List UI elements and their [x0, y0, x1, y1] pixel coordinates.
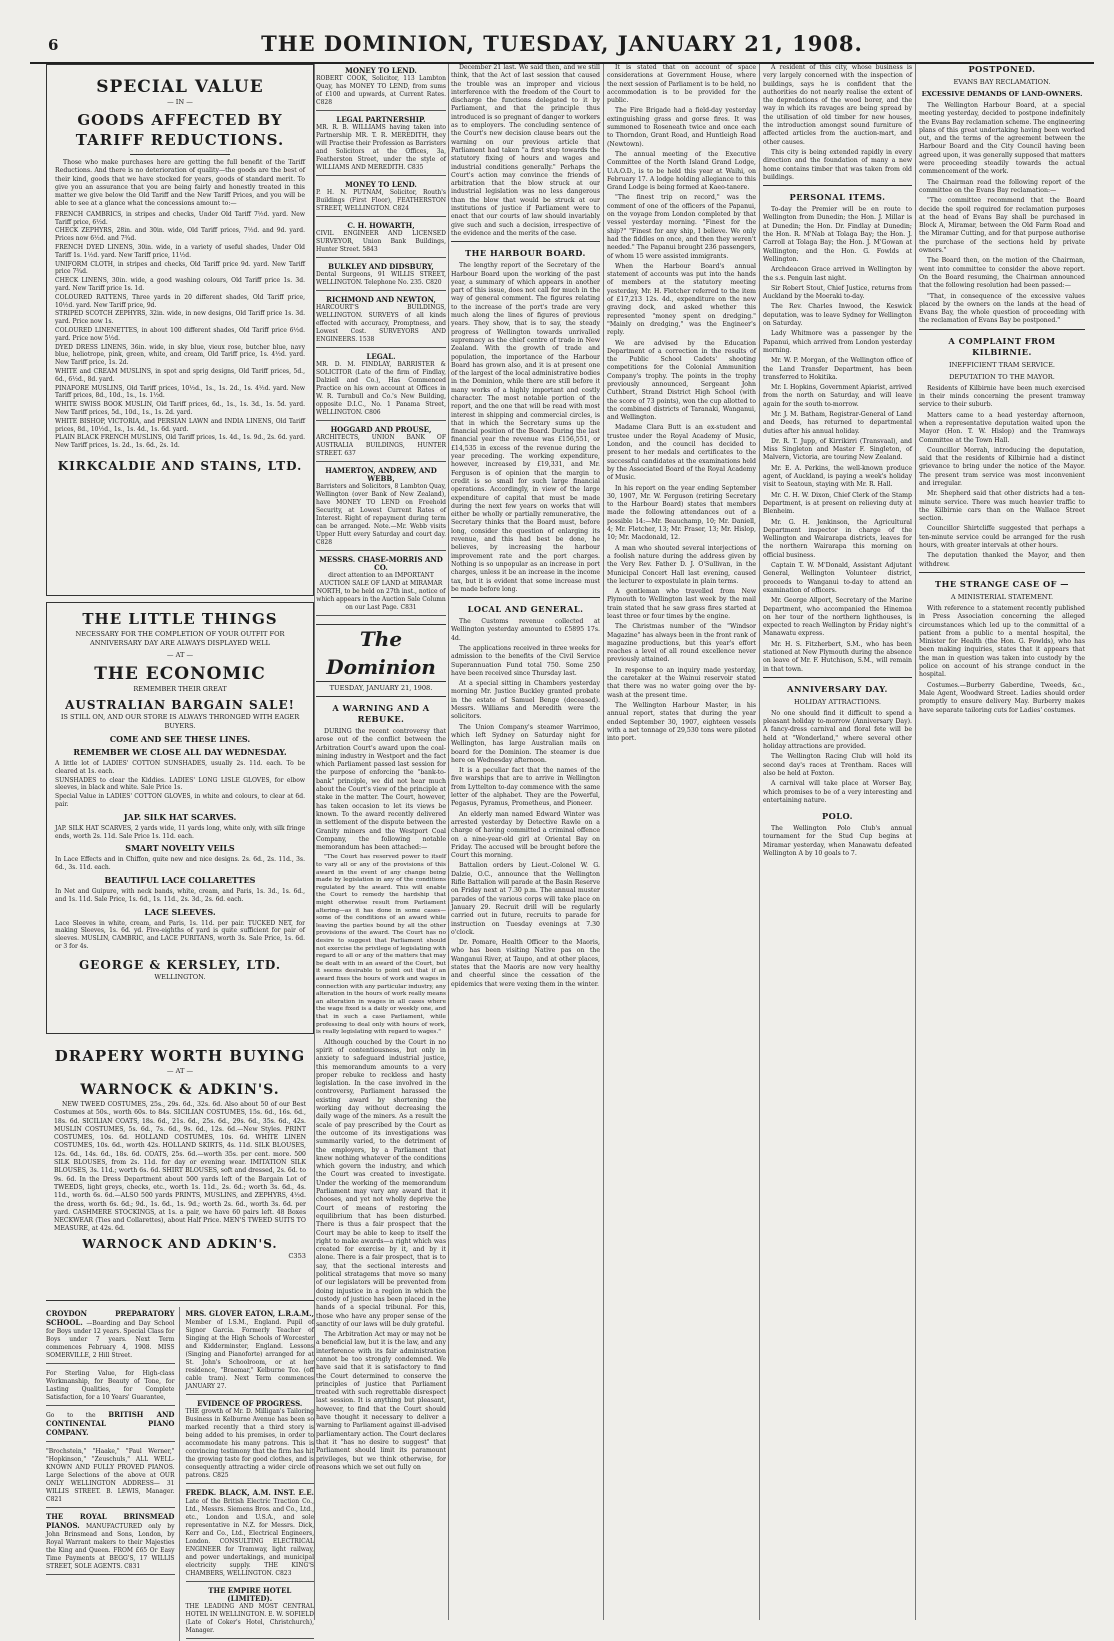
ad-item: UNIFORM CLOTH, in stripes and checks, Old Tariff price 9d. yard. New Tariff price 7¾d. [55, 260, 305, 276]
news-item: "The finest trip on record," was the comment of one of the officers of the Papanui, on the voyage from London completed by that vessel yesterday morning. "Finest for the ship?" "Finest for any ship, I believe. We only had the fiddles on once, and then they weren't needed." The Papanui brought 236 passengers, of whom 15 were assisted immigrants. [607, 194, 756, 260]
local-item: It is a peculiar fact that the names of the five warships that are to arrive in Wellington from Lyttelton to-day commence with the same letter of the alphabet. They are the Powerful, Pegasus, Pyramus, Prometheus, and Pioneer. [451, 767, 600, 808]
news-item: This city is being extended rapidly in every direction and the foundation of many a new home contains timber that was taken from old buildings. [763, 148, 912, 181]
ad-line: A little lot of LADIES' COTTON SUNSHADES, usually 2s. 11d. each. To be cleared at 1s. each. [55, 760, 305, 775]
editorial-paragraph: DURING the recent controversy that arose out of the conflict between the Arbitration Court's award upon the coal-mining industry in Westport and the fact which Parliament passed last session for the purpose of enforcing the "bank-to-bank" principle, we did not hear much about the Court's view of the principle at stake in the matter. The Court, however, has taken occasion to let its views be known. To the award recently delivered in settlement of the dispute between the Granity miners and the Westport Coal Company, the following notable memorandum has been attached:— [316, 728, 446, 852]
local-heading: LOCAL AND GENERAL. [467, 604, 584, 615]
kilbirnie-item: Councillor Shirtcliffe suggested that perhaps a ten-minute service could be arranged for the rush hours, with greater intervals at other hours. [919, 525, 1085, 550]
ad-close: REMEMBER WE CLOSE ALL DAY WEDNESDAY. [73, 747, 287, 757]
ad-caption: LEGAL. [366, 352, 396, 361]
local-item: Battalion orders by Lieut.-Colonel W. G. Dalzie, O.C., announce that the Wellington Rifle Battalion will parade at the Basin Reserve on Friday next at 7.30 p.m. The annual muster parades of the various corps will take place on January 29. Recruit drill will be regularly carried out in future, recruits to parade for instruction on Tuesday evenings at 7.30 o'clock. [451, 862, 600, 936]
evans-heading: EVANS BAY RECLAMATION. [953, 78, 1051, 86]
ad-item: COLOURED RATTENS, Three yards in 20 different shades, Old Tariff price, 10½d. yard. New Tariff price, 9d. [55, 293, 305, 309]
small-ad-caption: MRS. GLOVER EATON, L.R.A.M., [185, 1309, 314, 1318]
ad-firm: GEORGE & KERSLEY, LTD. [78, 957, 282, 972]
ad-tagline: NECESSARY FOR THE COMPLETION OF YOUR OUTFIT FOR ANNIVERSARY DAY ARE ALWAYS DISPLAYED WELL [75, 630, 285, 647]
divider [763, 677, 912, 678]
professional-ad [316, 178, 446, 217]
kilbirnie-subheading: DEPUTATION TO THE MAYOR. [949, 372, 1055, 381]
anniversary-item: The Wellington Racing Club will hold its second day's races at Trentham. Races will also be held at Foxton. [763, 753, 912, 777]
economic-advertisement [46, 602, 314, 1034]
small-ad [46, 1510, 175, 1575]
ad-item: STRIPED SCOTCH ZEPHYRS, 32in. wide, in new designs, Old Tariff price 1s. 3d. yard. Price now 1s. [55, 310, 305, 326]
news-item: When the Harbour Board's annual statement of accounts was put into the hands of members at the statutory meeting yesterday, Mr. H. Fletcher referred to the item of £17,213 12s. 4d., expenditure on the new graving dock, and asked whether this represented "money spent on dredging." "Mainly on dredging," was the Engineer's reply. [607, 262, 756, 337]
divider [451, 597, 600, 598]
harbour-heading: THE HARBOUR BOARD. [465, 248, 586, 259]
section-heading: BEAUTIFUL LACE COLLARETTES [104, 874, 256, 885]
warnock-advertisement [46, 1040, 314, 1301]
ad-firm: KIRKCALDIE AND STAINS, LTD. [57, 458, 303, 473]
small-ad-caption: EVIDENCE OF PROGRESS. [197, 1399, 303, 1408]
small-ad-caption: FREDK. BLACK, A.M. INST. E.E. [185, 1488, 314, 1497]
small-ad [46, 1444, 175, 1508]
tariff-advertisement [46, 64, 314, 596]
section-heading: LACE SLEEVES. [144, 906, 216, 917]
dateline: TUESDAY, JANUARY 21, 1908. [329, 684, 433, 692]
section-heading: SMART NOVELTY VEILS [125, 843, 235, 854]
ad-title: DRAPERY WORTH BUYING [54, 1047, 306, 1065]
news-column-6 [919, 64, 1085, 1620]
ad-caption: HAMERTON, ANDREW, AND WEBB, [325, 466, 437, 483]
ad-headline: GOODS AFFECTED BY TARIFF REDUCTIONS. [75, 111, 285, 149]
strange-case-heading: THE STRANGE CASE OF — [934, 578, 1069, 589]
small-ad-caption: CROYDON PREPARATORY SCHOOL. [46, 1309, 175, 1327]
small-ad-text: —Boarding and Day School for Boys under 12 years. Special Class for Boys under 7 years. Next Term commences February 4, 1908. MISS SOMERVILLE, 2 Hill Street. [46, 1320, 175, 1359]
professional-ad [316, 219, 446, 258]
evans-item: The Wellington Harbour Board, at a special meeting yesterday, decided to postpone indefinitely the Evans Bay reclamation scheme. The engineering plans of this great undertaking having been worked out, and the terms of the agreement between the Harbour Board and the City Council having been agreed upon, it was generally supposed that matters were proceeding steadily towards the actual commencement of the work. [919, 102, 1085, 176]
kilbirnie-item: Mr. Shepherd said that other districts had a ten-minute service. There was much heavier traffic to the Kilbirnie cars than on the Wallace Street section. [919, 490, 1085, 523]
personal-heading: PERSONAL ITEMS. [789, 192, 886, 203]
news-item: It is stated that on account of space considerations at Government House, where the next session of Parliament is to be held, no accommodation is to be provided for the public. [607, 64, 756, 105]
small-ad-caption: THE ROYAL BRINSMEAD PIANOS. [46, 1512, 175, 1530]
divider [130, 154, 230, 155]
professional-ad [316, 553, 446, 616]
editorial-paragraph: The Arbitration Act may or may not be a beneficial law, but it is the law, and any interference with its fair administration cannot be too strongly condemned. We have said that it is satisfactory to find the Court determined to conserve the principles of justice that Parliament treated with such regrettable disrespect last session. It is anything but pleasant, however, to find that the Court should have thought it necessary to deliver a warning to Parliament against ill-advised parliamentary action. The Court declares that it "has no desire to suggest" that Parliament should limit its paramount privileges, but we think otherwise, for reasons which we set out fully on [316, 1331, 446, 1471]
ad-subtitle: — IN — [167, 98, 193, 106]
personal-item: Captain T. W. M'Donald, Assistant Adjutant General, Wellington Volunteer district, proceeds to Wanganui to-day to attend an examination of officers. [763, 562, 912, 594]
column-rule [915, 64, 916, 1620]
ad-at: — AT — [166, 651, 194, 659]
strange-case-item: Costumes.—Burberry Gaberdine, Tweeds, &c., Male Agent, Woodward Street. Ladies should order promptly to ensure delivery May. Burberry makes have separate tailoring cuts for Ladies' costumes. [919, 681, 1085, 714]
kilbirnie-item: Residents of Kilbirnie have been much exercised in their minds concerning the present tramway service to their suburb. [919, 384, 1085, 409]
personal-item: Mr. W. P. Morgan, of the Wellington office of the Land Transfer Department, has been transferred to Hokitika. [763, 357, 912, 381]
ad-text: Dental Surgeons, 91 WILLIS STREET, WELLINGTON. Telephone No. 235. C820 [316, 271, 446, 286]
ad-line: Special Value in LADIES' COTTON GLOVES, in white and colours, to clear at 6d. pair. [55, 793, 305, 808]
anniversary-heading: ANNIVERSARY DAY. [787, 683, 888, 694]
small-ad [186, 1397, 315, 1484]
editorial-quote: "The Court has reserved power to itself to vary all or any of the provisions of this award in the event of any change being made by legislation in any of the conditions regulated by the award. This will enable the Court to remedy the hardship that might otherwise result from Parliament altering—as it has done in some cases—some of the conditions of an award while leaving the parties bound by all the other provisions of the award. The Court has no desire to suggest that Parliament should not exercise the privilege of legislating with regard to all or any of the matters that may be dealt with in an award of the Court, but it seems desirable to point out that if an award fixes the hours of work and wages in connection with any particular industry, any alteration in the hours of work really means an alteration in wages in all cases where the wage fixed is a daily or weekly one, and that in such a case Parliament, while professing to deal only with hours of work, is really legislating with regard to wages." [316, 854, 446, 1036]
divider [451, 241, 600, 242]
ad-item: PLAIN BLACK FRENCH MUSLINS, Old Tariff prices, 1s. 4d., 1s. 9d., 2s. 6d. yard. New Tariff prices, 1s. 2d., 1s. 6d., 2s. 1d. [55, 434, 305, 450]
ad-come: COME AND SEE THESE LINES. [109, 734, 251, 744]
ad-caption: MONEY TO LEND. [345, 66, 417, 75]
ad-text: direct attention to an IMPORTANT AUCTION SALE OF LAND at MIRAMAR NORTH, to be held on 27th inst., notice of which appears in the Auction Sale Column on our Last Page. C831 [316, 572, 446, 611]
kilbirnie-subheading: INEFFICIENT TRAM SERVICE. [948, 360, 1056, 369]
ad-item: COLOURED LINENETTES, in about 100 different shades, Old Tariff price 6½d. yard. Price now 5½d. [55, 326, 305, 342]
column-rule [314, 64, 315, 1620]
kilbirnie-item: Matters came to a head yesterday afternoon, when a representative deputation waited upon the Mayor (Hon. T. W. Hislop) and the Tramways Committee at the Town Hall. [919, 411, 1085, 444]
news-item: A resident of this city, whose business is very largely concerned with the inspection of buildings, says he is confident that the authorities do not nearly realise the extent of the depredations of the wood borer, and the way in which its ravages are being spread by the utilisation of old timber for new houses, the introduction amongst sound furniture of affected articles from the auction-mart, and other causes. [763, 64, 912, 146]
small-ads-right [186, 1307, 315, 1641]
ad-text: ROBERT COOK, Solicitor, 113 Lambton Quay, has MONEY TO LEND, from sums of £100 and upwards, at Current Rates. C828 [316, 75, 446, 106]
professional-ad [316, 113, 446, 176]
editorial-heading: A WARNING AND A REBUKE. [332, 703, 430, 724]
kilbirnie-heading: A COMPLAINT FROM KILBIRNIE. [948, 335, 1056, 357]
personal-item: Lady Whitmore was a passenger by the Papanui, which arrived from London yesterday morning. [763, 330, 912, 354]
small-ad [46, 1366, 175, 1406]
ad-item: PINAFORE MUSLINS, Old Tariff prices, 10½d., 1s., 1s. 2d., 1s. 4½d. yard. New Tariff prices, 8d., 10d., 1s., 1s. 1½d. [55, 384, 305, 400]
small-ad-text: MANUFACTURED only by John Brinsmead and Sons, London, by Royal Warrant makers to their Majesties the King and Queen. FROM £65 Or Easy Time Payments at BEGG'S, 17 WILLIS STREET, SOLE AGENTS. C831 [46, 1523, 175, 1570]
small-ad-text: Late of the British Electric Traction Co., Ltd., Messrs. Siemens Bros. and Co., Ltd., etc., London and U.S.A., and sole representative in N.Z. for Messrs. Dick, Kerr and Co., Ltd., Electrical Engineers, London. CONSULTING ELECTRICAL ENGINEER for Tramway, light railway, and power undertakings, and municipal electricity supply. THE KING'S CHAMBERS, WELLINGTON. C823 [185, 1498, 314, 1577]
section-heading: JAP. SILK HAT SCARVES. [123, 811, 237, 822]
ad-caption: RICHMOND AND NEWTON, [326, 295, 436, 304]
personal-item: Mr. J. M. Batham, Registrar-General of Land and Deeds, has returned to departmental duties after his annual holiday. [763, 410, 912, 435]
ad-caption: BULKLEY AND DIDSBURY, [328, 262, 434, 271]
professional-ad [316, 350, 446, 421]
personal-item: Mr. C. H. W. Dixon, Chief Clerk of the Stamp Department, is at present on relieving duty at Blenheim. [763, 491, 912, 516]
column-rule [759, 64, 760, 1620]
evans-item: "The committee recommend that the Board decide the spoil required for reclamation purposes at the head of Evans Bay shall be purchased in Block A, Miramar, between the Old Farm Road and the Miramar Cutting, and for that purpose authorise the purchase of the sections held by private owners." [919, 197, 1085, 255]
news-item: A gentleman who travelled from New Plymouth to Wellington last week by the mail train stated that he saw grass fires started at least three or four times by the engine. [607, 588, 756, 620]
small-ad-text: Member of I.S.M., England. Pupil of Signor Garcia. Formerly Teacher of Singing at the High Schools of Worcester and Kidderminster, England. Lessons (Singing and Pianoforte) arranged for at St. John's Schoolroom, or at her residence, "Braemar," Kelburne Tce. (off cable tram). Next Term commences JANUARY 27. [185, 1319, 314, 1390]
advertisement-column [46, 64, 314, 1634]
news-column-4 [607, 64, 756, 1620]
ad-line: SUNSHADES to clear the Kiddies. LADIES' LONG LISLE GLOVES, for elbow sleeves, in black and white. Sale Price 1s. [55, 776, 305, 792]
news-column-3 [451, 64, 600, 1620]
personal-item: Mr. H. S. Fitzherbert, S.M., who has been stationed at New Plymouth during the absence on leave of Mr. F. Hutchison, S.M., will remain in that town. [763, 640, 912, 673]
small-ad-caption: THE EMPIRE HOTEL (LIMITED). [208, 1586, 292, 1603]
ad-caption: HOGGARD AND PROUSE, [330, 425, 432, 434]
ad-item: WHITE and CREAM MUSLINS, in spot and sprig designs, Old Tariff prices, 5d., 6d., 6½d., 8d. yard. [55, 367, 305, 383]
professional-ad [316, 423, 446, 462]
ad-still-on: IS STILL ON, AND OUR STORE IS ALWAYS THRONGED WITH EAGER BUYERS. [60, 713, 300, 730]
news-item: A man who shouted several interjections of a foolish nature during the address given by the Very Rev. Father D. J. O'Sullivan, in the Municipal Concert Hall last evening, caused the lecturer to expostulate in plain terms. [607, 544, 756, 585]
personal-item: Mr. E. A. Perkins, the well-known produce agent, of Auckland, is paying a week's holiday visit to Seatoun, staying with Mr. R. Hall. [763, 464, 912, 489]
small-ad-caption: BRITISH AND CONTINENTAL PIANO COMPANY. [46, 1410, 175, 1437]
ad-at: — AT — [166, 1067, 194, 1075]
ad-item: FRENCH CAMBRICS, in stripes and checks, Under Old Tariff 7½d. yard. New Tariff price, 6½d. [55, 210, 305, 226]
ad-caption: MESSRS. CHASE-MORRIS AND CO. [319, 555, 443, 572]
evans-subheading: EXCESSIVE DEMANDS OF LAND-OWNERS. [921, 90, 1083, 98]
personal-item: Mr. George Allport, Secretary of the Marine Department, who accompanied the Hinemoa on her tour of the northern lighthouses, is expected to reach Wellington by Friday night's Manawatu express. [763, 597, 912, 638]
local-item: Dr. Pomare, Health Officer to the Maoris, who has been visiting Native pas on the Wanganui River, at Taupo, and at other places, states that the Maoris are now very healthy and cheerful since the cessation of the epidemics that were vexing them in the winter. [451, 939, 600, 988]
store-name: THE ECONOMIC [94, 664, 266, 684]
ad-item: DYED DRESS LINENS, 36in. wide, in sky blue, vieux rose, butcher blue, navy blue, heliotrope, pink, green, white, and cream, Old Tariff price, 1s. 4½d. yard. New Tariff price, 1s. 2d. [55, 343, 305, 367]
editorial-continuation: December 21 last. We said then, and we still think, that the Act of last session that caused the trouble was an improper and vicious interference with the freedom of the Court to discharge the functions delegated to it by Parliament, and that the principle thus introduced is so pregnant of danger to workers as to employers. The concluding sentence of the Court's new decision clause bears out the warning on our previous article that Parliament had taken "a first step towards the statutory fixing of hours and wages and industrial conditions generally." Perhaps the Court's action may convince the friends of arbitration that the blow struck at our industrial legislation was no less dangerous than the blow that would be struck at our institutions of justice if Parliament were to enact that our courts of law should invariably give such and such a decision, irrespective of the evidence and the merits of the case. [451, 64, 600, 237]
news-column-5 [763, 64, 912, 1620]
professional-ad [316, 293, 446, 348]
small-ads-block [46, 1307, 314, 1641]
ad-title: THE LITTLE THINGS [82, 610, 278, 628]
ad-item: WHITE BISHOP, VICTORIA, and PERSIAN LAWN and INDIA LINENS, Old Tariff prices, 8d., 10½d., 1s., 1s. 4d., 1s. 6d. yard. [55, 417, 305, 433]
ad-text: MR. R. B. WILLIAMS having taken into Partnership MR. T. R. MEREDITH, they will Practise their Profession as Barristers and Solicitors at the Offices, 3a, Featherston Street, under the style of WILLIAMS AND MEREDITH. C835 [316, 124, 446, 171]
local-item: The Customs revenue collected at Wellington yesterday amounted to £5895 17s. 4d. [451, 618, 600, 642]
local-item: An elderly man named Edward Winter was arrested yesterday by Detective Rawle on a charge of having committed a criminal offence on a nine-year-old girl at Oriental Bay on Friday. The accused will be brought before the Court this morning. [451, 810, 600, 860]
harbour-paragraph: The lengthy report of the Secretary of the Harbour Board upon the working of the past year, a summary of which appears in another part of this issue, does not call for much in the way of general comment. The figures relating to the increase of the port's trade are very much along the lines of figures of previous years. They show, that is to say, the steady progress of Wellington towards unrivalled supremacy as the chief centre of trade in New Zealand. With the growth of trade and population, the importance of the Harbour Board has grown also, and it is at present one of the largest of the local administrative bodies in the Dominion, while there are still before it many works of a highly important and costly character. The most notable portion of the report, and the one that will be read with most interest in shipping and commercial circles, is that in which the Secretary sums up the financial position of the Board. During the last financial year the revenue was £156,551, or £14,535 in excess of the revenue during the year preceding. The working expenditure, however, increased by £19,331, and Mr. Ferguson is of opinion that the margin to credit is so small for such large financial operations. Accordingly, in view of the large expenditure of capital that must be made during the next few years on works that will either be wholly or partially remunerative, the Secretary thinks that the Board must, before long, consider the question of enlarging its revenue, and this had best be done, he believes, by increasing the harbour improvement rate and the port charges. Nothing is so unpopular as an increase in port charges, unless it be an increase in the income tax, but it is evident that some increase must be made before long. [451, 262, 600, 593]
ad-code: C353 [288, 1251, 306, 1260]
evans-item: The Board then, on the motion of the Chairman, went into committee to consider the above report. On the Board resuming, the Chairman announced that the following resolution had been passed:— [919, 257, 1085, 290]
personal-item: Dr. R. T. Jupp, of Kirrikirri (Transvaal), and Miss Singleton and Master F. Singleton, of Malvern, Victoria, are touring New Zealand. [763, 437, 912, 462]
kilbirnie-item: The deputation thanked the Mayor, and then withdrew. [919, 552, 1085, 568]
anniversary-subheading: HOLIDAY ATTRACTIONS. [793, 697, 881, 706]
postponed-heading: POSTPONED. [968, 64, 1036, 74]
small-ad-text: THE growth of Mr. D. Milligan's Tailoring Business in Kelburne Avenue has been so marked recently that a third story is being added to his premises, in order to accommodate his many patrons. This is convincing testimony that the firm has hit the growing taste for good clothes, and is consequently attracting a wider circle of patrons. C825 [185, 1408, 314, 1479]
personal-item: Mr. I. Hopkins, Government Apiarist, arrived from the north on Saturday, and will leave again for the south to-morrow. [763, 384, 912, 408]
ad-item: CHECK LINENS, 30in. wide, a good washing colours, Old Tariff price 1s. 3d. yard. New Tariff price 1s. 1d. [55, 277, 305, 292]
divider [763, 185, 912, 186]
ad-firm: WARNOCK & ADKIN'S. [80, 1082, 280, 1098]
anniversary-item: No one should find it difficult to spend a pleasant holiday to-morrow (Anniversary Day). A fancy-dress carnival and floral fete will be held at "Wonderland," where several other holiday attractions are provided. [763, 709, 912, 751]
ad-item: FRENCH DYED LINENS, 30in. wide, in a variety of useful shades, Under Old Tariff 1s. 1½d. yard. New Tariff price, 11½d. [55, 243, 305, 259]
small-ad-text: Go to the [46, 1412, 96, 1419]
section-text: JAP. SILK HAT SCARVES, 2 yards wide, 11 yards long, white only, with silk fringe ends, worth 2s. 11d. Sale Price 1s. 11d. each. [55, 824, 305, 840]
column-rule [603, 64, 604, 1620]
small-ad [46, 1408, 175, 1442]
ad-text: Barristers and Solicitors, 8 Lambton Quay, Wellington (over Bank of New Zealand), have MONEY TO LEND on Freehold Security, at Lowest Current Rates of Interest. Right of repayment during term can be arranged. Note.—Mr. Webb visits Upper Hutt every Saturday and court day. C828 [316, 483, 446, 546]
professional-ad [316, 464, 446, 551]
ad-text: ARCHITECTS, UNION BANK OF AUSTRALIA BUILDINGS, HUNTER STREET. 637 [316, 434, 446, 457]
ad-text: HARCOURT'S BUILDINGS, WELLINGTON. SURVEYS of all kinds effected with accuracy, Promptness, and Lowest Cost. SURVEYORS AND ENGINEERS. 1538 [316, 304, 446, 343]
news-item: The Fire Brigade had a field-day yesterday extinguishing grass and gorse fires. It was summoned to Roseneath twice and once each to Thorndon, Grant Road, and Huntleigh Road (Newtown). [607, 107, 756, 148]
local-item: The applications received in three weeks for admission to the benefits of the Civil Service Superannuation Fund total 750. Some 250 have been received since Thursday last. [451, 645, 600, 677]
news-item: The Christmas number of the "Windsor Magazine" has always been in the front rank of magazine productions, but this year's effort reaches a level of all round excellence never previously attained. [607, 623, 756, 664]
kilbirnie-item: Councillor Morrah, introducing the deputation, said that the residents of Kilbirnie had a distinct grievance to bring under the notice of the Mayor. The present tram service was most inconvenient and irregular. [919, 446, 1085, 487]
professional-ad [316, 64, 446, 111]
editorial-paragraph: Although couched by the Court in no spirit of contentiousness, but only in anxiety to safeguard industrial justice, this memorandum amounts to a very proper rebuke to reckless and hasty legislation. In the case involved in the controversy, Parliament harassed the existing award by shortening the working day without decreasing the daily wage of the miners. As a result the scale of pay prescribed by the Court as the outcome of its investigations was summarily varied, to the detriment of the employers, by a Parliament that knew nothing whatever of the conditions which govern the industry, and which the Court was created to investigate. Under the working of the memorandum Parliament may vary any award that it chooses, and yet not wholly deprive the Court of means of restoring the equilibrium that has been disturbed. There is thus a fair prospect that the Court may be able to keep to itself the right to make awards—a right which was created for exercise by it, and by it alone. There is a fair prospect, that is to say, that the sectional interests and political stratagems that move so many of our legislators will be prevented from doing injustice in a region in which the custody of justice has been placed in the hands of a special tribunal. For this, those who have any proper sense of the sanctity of our laws will be duly grateful. [316, 1038, 446, 1328]
newspaper-title: THE DOMINION, TUESDAY, JANUARY 21, 1908. [261, 31, 863, 56]
evans-item: The Chairman read the following report of the committee on the Evans Bay reclamation:— [919, 178, 1085, 194]
section-text: Lace Sleeves in white, cream, and Paris, 1s. 11d. per pair. TUCKED NET, for making Sleeves, 1s. 6d. yd. Five-eighths of yard is quite sufficient for pair of sleeves. MUSLIN, CAMBRIC, and LACE PURITANS, worth 3s. Sale Price, 1s. 6d. or 3 for 4s. [55, 919, 305, 950]
small-ad-text: For Sterling Value, for High-class Workmanship, for Beauty of Tone, for Lasting Qualities, for Complete Satisfaction, for a 10 Years' Guarantee, [46, 1370, 175, 1401]
ad-footer: WARNOCK AND ADKIN'S. [82, 1236, 278, 1251]
ad-place: WELLINGTON. [154, 972, 206, 981]
divider [316, 696, 446, 697]
ad-title: SPECIAL VALUE [96, 77, 264, 97]
news-item: The annual meeting of the Executive Committee of the North Island Grand Lodge, U.A.O.D., is to be held this year at Waihi, on February 17. A lodge holding allegiance to this Grand Lodge is being formed at Kaeo-tanere. [607, 150, 756, 192]
personal-item: Mr. G. H. Jenkinson, the Agricultural Department inspector in charge of the Wellington and Wairarapa districts, leaves for the northern Wairarapa this morning on official business. [763, 518, 912, 559]
section-text: In Lace Effects and in Chiffon, quite new and nice designs. 2s. 6d., 2s. 11d., 3s. 6d., 3s. 11d. each. [55, 856, 305, 872]
local-item: At a special sitting in Chambers yesterday morning Mr. Justice Buckley granted probate in the estate of Samuel Benge (deceased). Messrs. Williams and Meredith were the solicitors. [451, 680, 600, 721]
small-ad-text: "Brochstein," "Haake," "Paul Werner," "Hopkinson," "Zeuschuls," ALL WELL-KNOWN AND FULLY PROVED PIANOS. Large Selections of the above at OUR ONLY WELLINGTON ADDRESS— 31 WILLIS STREET. B. LEWIS, Manager. C821 [46, 1448, 175, 1503]
ad-intro: Those who make purchases here are getting the full benefit of the Tariff Reductions. And there is no deterioration of quality—the goods are the best of their kind, goods that we have stocked for years, goods of standard merit. To give you an assurance that you are being fairly and honestly treated in this matter we give below the Old Tariff and the New Tariff Prices, and you will be able to see at a glance what the concessions amount to:— [55, 159, 305, 208]
ad-item: CHECK ZEPHYRS, 28in. and 30in. wide, Old Tariff prices, 7½d. and 9d. yard. Prices now 6½d. and 7¾d. [55, 227, 305, 243]
ad-text: MR. D. M. FINDLAY, BARRISTER & SOLICITOR (Late of the firm of Findlay, Dalziell and Co.), Has Commenced Practice on his own account at Offices in W. R. Turnbull and Co.'s New Building, opposite D.I.C., No. 1 Panama Street, WELLINGTON. C806 [316, 361, 446, 416]
evans-item: "That, in consequence of the excessive values placed by the owners on the lands at the head of Evans Bay, the whole question of proceeding with the reclamation of Evans Bay be postponed." [919, 292, 1085, 325]
ad-caption: C. H. HOWARTH, [347, 221, 415, 230]
small-ad [186, 1486, 315, 1582]
local-item: The Union Company's steamer Warrimoo, which left Sydney on Saturday night for Wellington, has large Australian mails on board for the Dominion. The steamer is due here on Wednesday afternoon. [451, 723, 600, 764]
ad-caption: MONEY TO LEND. [345, 180, 417, 189]
ad-item: WHITE SWISS BOOK MUSLIN, Old Tariff prices, 6d., 1s., 1s. 3d., 1s. 5d. yard. New Tariff prices, 5d., 10d., 1s., 1s. 2d. yard. [55, 401, 305, 416]
newspaper-masthead: The Dominion [316, 624, 446, 682]
strange-case-subheading: A MINISTERIAL STATEMENT. [950, 592, 1054, 601]
anniversary-item: A carnival will take place at Worser Bay, which promises to be of a very interesting and entertaining nature. [763, 780, 912, 804]
strange-case-item: With reference to a statement recently published in Press Association concerning the alleged circumstances which led up to the committal of a patient from a public to a mental hospital, the Minister for Health (the Hon. G. Fowlds), who has been making inquiries, states that it appears that the man in question was taken into custody by the police on account of his strange conduct in the hospital. [919, 604, 1085, 679]
professional-ad [316, 260, 446, 291]
news-item: We are advised by the Education Department of a correction in the results of the Public School Cadets' shooting competitions for the Colonial Ammunition Company's trophy. The points in the trophy previously announced, Sergeant John Cuthbert, Strand District High School (with the score of 73 points), won the cup allotted to the combined districts of Taranaki, Wanganui, and Wellington. [607, 339, 756, 422]
ad-remember: REMEMBER THEIR GREAT [133, 685, 227, 693]
page-number: 6 [48, 36, 59, 54]
editorial-column [316, 64, 446, 1620]
ad-body: NEW TWEED COSTUMES, 25s., 29s. 6d., 32s. 6d. Also about 50 of our Best Costumes at 50s., worth 60s. to 84s. SICILIAN COSTUMES, 15s. 6d., 16s. 6d., 18s. 6d. SICILIAN COATS, 18s. 6d., 21s. 6d., 25s. 6d., 29s. 6d., 35s. 6d., 42s. MUSLIN COSTUMES, 5s. 6d., 7s. 6d., 9s. 6d., 12s. 6d.—New Styles. PRINT COSTUMES, 10s. 6d. HOLLAND COSTUMES, 10s. 6d. WHITE LINEN COSTUMES, 10s. 6d., worth 42s. HOLLAND SKIRTS, 4s. 11d. SILK BLOUSES, 12s. 6d., 14s. 6d., 18s. 6d. COATS, 25s. 6d.—worth 35s. per cent. more. 500 SILK BLOUSES, from 2s. 11d. for day or evening wear. IMITATION SILK BLOUSES, 3s. 11d.; worth 6s. 6d. SHIRT BLOUSES, soft and dressed, 2s. 6d. to 9s. 6d. In the Dress Department about 500 yards left of the Bargain Lot of TWEEDS, light greys, checks, etc., worth 1s. 11d., 2s. 6d.; worth 3s. 6d., 4s. 11d., worth 6s. 6d.—ALSO 500 yards PRINTS, MUSLINS, and ZEPHYRS, 4½d. the dress, worth 6s. 6d.; 9d., 1s. 6d., 1s. 9d.; worth 2s. 6d., worth 3s. 6d. per yard. CASHMERE STOCKINGS, at 1s. a pair, we have 60 pairs left. 48 Boxes NECKWEAR (Ties and Collarettes), about Half Price. MEN'S TWEED SUITS TO MEASURE, at 42s. 6d. [54, 1101, 306, 1233]
small-ad [186, 1307, 315, 1395]
section-text: In Net and Guipure, with neck bands, white, cream, and Paris, 1s. 3d., 1s. 6d., and 1s. 11d. Sale Price, 1s. 6d., 1s. 11d., 2s. 3d., 2s. 6d. each. [55, 887, 305, 903]
column-rule [448, 64, 449, 1620]
sale-headline: AUSTRALIAN BARGAIN SALE! [65, 698, 295, 712]
ad-text: CIVIL ENGINEER AND LICENSED SURVEYOR, Union Bank Buildings, Hunter Street. 5843 [316, 230, 446, 253]
divider [919, 572, 1085, 573]
personal-item: Archdeacon Grace arrived in Wellington by the s.s. Penguin last night. [763, 266, 912, 282]
news-item: In his report on the year ending September 30, 1907, Mr. W. Ferguson (retiring Secretary to the Harbour Board) states that members made the following attendances out of a possible 14:—Mr. Beauchamp, 10; Mr. Daniell, 4; Mr. Fletcher, 13; Mr. Fraser, 13; Mr. Hislop, 10; Mr. Macdonald, 12. [607, 484, 756, 542]
divider [919, 329, 1085, 330]
polo-heading: POLO. [821, 811, 854, 822]
news-item: Madame Clara Butt is an ex-student and trustee under the Royal Academy of Music, London, and the council has decided to present to her medals and certificates to the successful candidates at the examinations held by the Associated Board of the Royal Academy of Music. [607, 424, 756, 482]
small-ad [186, 1584, 315, 1639]
small-ad-text: THE LEADING AND MOST CENTRAL HOTEL IN WELLINGTON. E. W. SOFIELD (Late of Coker's Hotel, Christchurch), Manager. [185, 1603, 314, 1634]
page-header [30, 28, 1094, 64]
personal-item: To-day the Premier will be en route to Wellington from Dunedin; the Hon. J. Millar is at Dunedin; the Hon. Dr. Findlay at Dunedin; the Hon. R. M'Nab at Tolaga Bay; the Hon. J. Carroll at Tolaga Bay; the Hon. J. M'Gowan at Wellington; and the Hon. G. Fowlds at Wellington. [763, 206, 912, 263]
personal-item: Sir Robert Stout, Chief Justice, returns from Auckland by the Moeraki to-day. [763, 284, 912, 301]
ad-text: P. H. N. PUTNAM, Solicitor, Routh's Buildings (First Floor), FEATHERSTON STREET, WELLINGTON. C824 [316, 189, 446, 212]
news-item: In response to an inquiry made yesterday, the caretaker at the Wainui reservoir stated that there was no water going over the by-wash at the present time. [607, 666, 756, 699]
small-ads-left [46, 1307, 180, 1641]
news-item: The Wellington Harbour Master, in his annual report, states that during the year ended September 30, 1907, eighteen vessels with a net tonnage of 29,530 tons were piloted into port. [607, 701, 756, 743]
small-ad [46, 1307, 175, 1364]
ad-caption: LEGAL PARTNERSHIP. [336, 115, 426, 124]
polo-item: The Wellington Polo Club's annual tournament for the Stud Cup begins at Miramar yesterday, when Manawatu defeated Wellington A by 10 goals to 7. [763, 825, 912, 858]
personal-item: The Rev. Charles Inwood, the Keswick deputation, was to leave Sydney for Wellington on Saturday. [763, 303, 912, 328]
